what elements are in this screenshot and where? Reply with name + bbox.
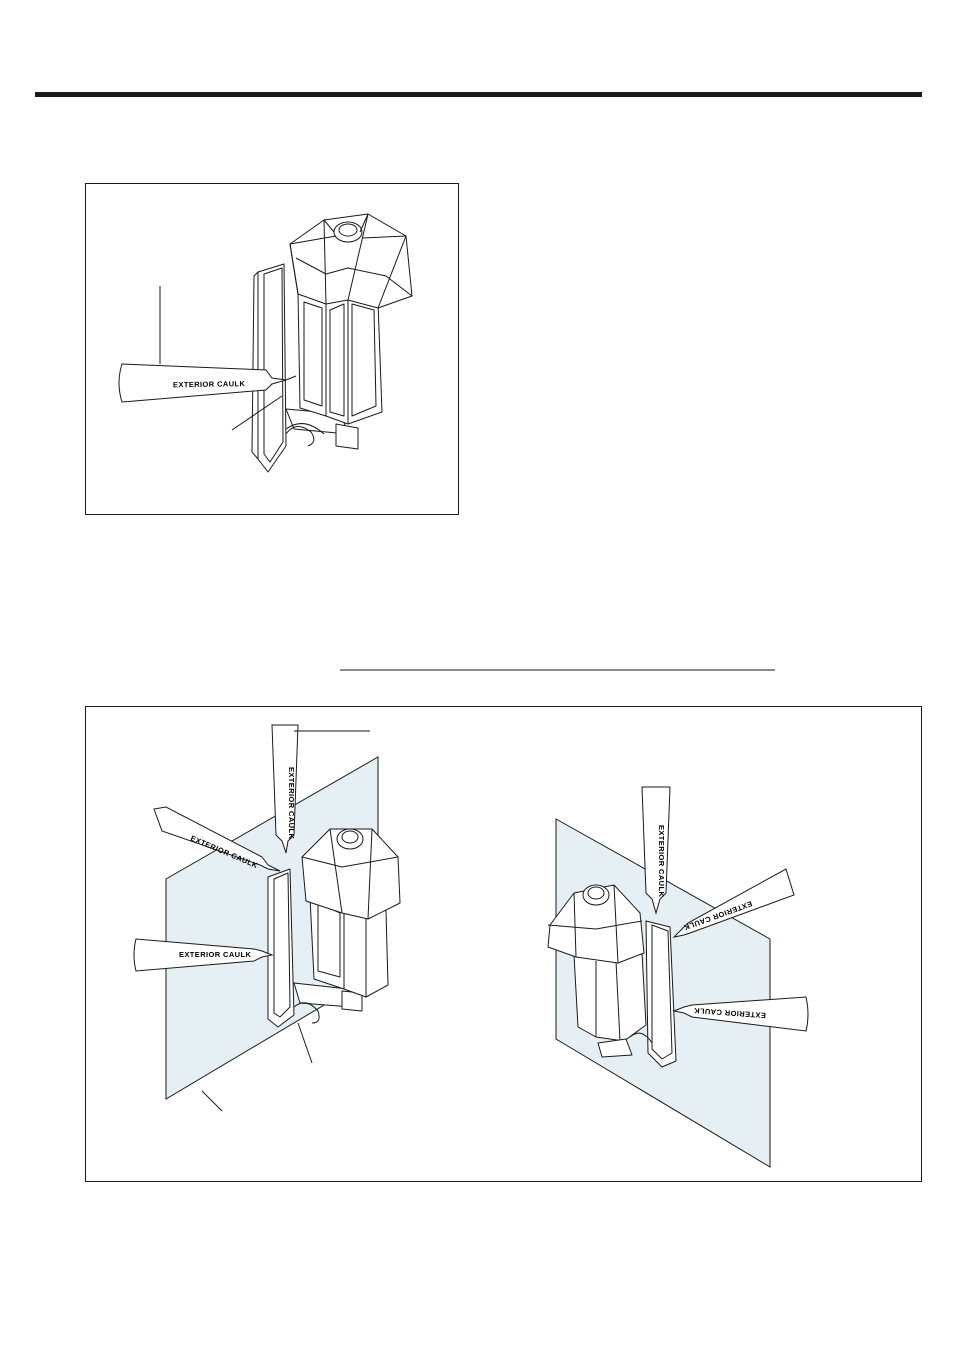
caulk-tube-label-right-side: EXTERIOR CAULK bbox=[693, 1005, 767, 1020]
caulk-tube-label-left-diag: EXTERIOR CAULK bbox=[189, 833, 260, 871]
caulk-tube-label-left-top: EXTERIOR CAULK bbox=[287, 767, 296, 840]
caulk-tube-label-right-diag: EXTERIOR CAULK bbox=[682, 899, 754, 933]
figure-2-illustration bbox=[86, 707, 923, 1183]
figure-1-illustration bbox=[86, 184, 460, 516]
caulk-tube-label: EXTERIOR CAULK bbox=[172, 379, 246, 390]
caulk-tube-label-right-top: EXTERIOR CAULK bbox=[657, 825, 666, 898]
caulk-tube-label-left-side: EXTERIOR CAULK bbox=[179, 950, 252, 959]
header-rule bbox=[35, 92, 922, 97]
figure-caulk-wall-views bbox=[85, 706, 922, 1182]
figure-caulk-fixture-top bbox=[85, 183, 459, 515]
title-underline bbox=[340, 659, 775, 660]
